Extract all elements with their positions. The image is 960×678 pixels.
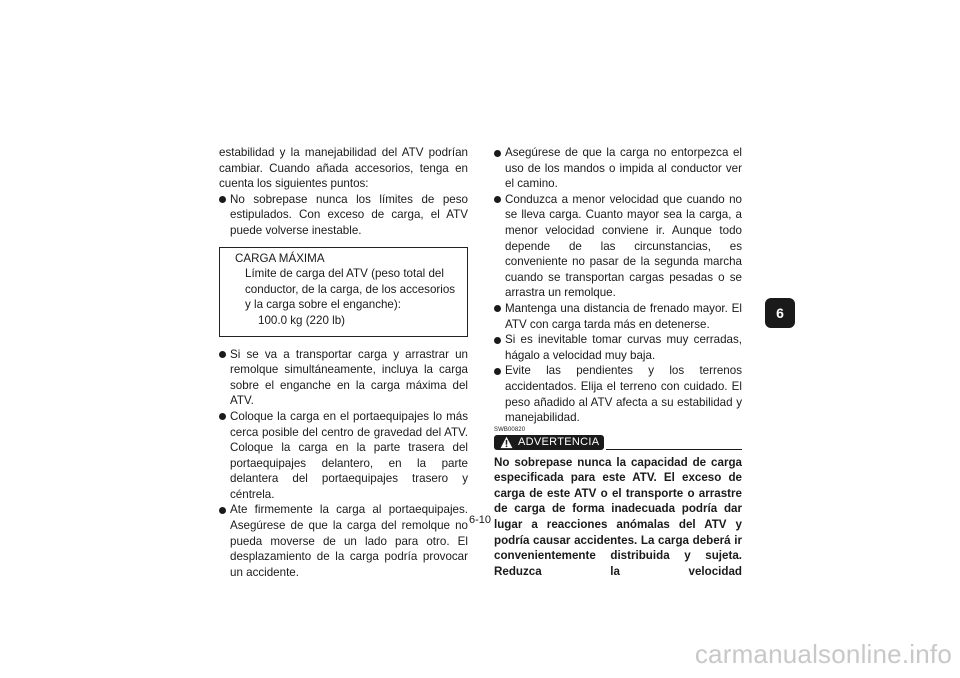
bullet-dot-icon (219, 507, 226, 514)
bullet-weight-limits (219, 192, 468, 239)
bullet-dot-icon (219, 413, 226, 420)
right-column (494, 145, 742, 591)
bullet-trailer-load (219, 347, 468, 409)
watermark: carmanualsonline.info (694, 639, 952, 669)
bullet-speed (494, 192, 742, 301)
page-number: 6-10 (468, 514, 492, 526)
bullet-slopes (494, 363, 742, 425)
warning-code: SWB00820 (494, 426, 526, 433)
warning-rule (606, 449, 742, 450)
bullet-text: Asegúrese de que la carga no entorpezca el uso de los mandos o impida al conductor ver el camino. (505, 146, 742, 191)
bullet-dot-icon (494, 305, 501, 312)
warning-text: No sobrepase nunca la capacidad de carga especificada para este ATV. El exceso de carga de este ATV o el transporte o arrastre de carga de forma inadecuada podría dar lugar a reacciones anómalas del ATV y podría causar accidentes. La carga deberá ir convenientemente distribuida y sujeta. Reduzca la velocidad (494, 455, 742, 578)
bullet-text: Si se va a transportar carga y arrastrar un remolque simultáneamente, incluya la carga sobre el enganche en la carga máxima del ATV. (230, 347, 468, 408)
bullet-text: Conduzca a menor velocidad que cuando no se lleva carga. Cuanto mayor sea la carga, a menor velocidad conviene ir. Aunque todo depende de las circunstancias, es conveniente no pasar de la segunda marcha cuando se transportan cargas pesadas o se arrastra un remolque. (505, 192, 742, 300)
max-load-title: CARGA MÁXIMA (235, 251, 325, 265)
intro-paragraph: estabilidad y la manejabilidad del ATV podrían cambiar. Cuando añada accesorios, tenga en cuenta los siguientes puntos: (219, 146, 468, 191)
max-load-value: 100.0 kg (220 lb) (258, 313, 346, 327)
warning-label: ADVERTENCIA (518, 435, 600, 448)
bullet-dot-icon (219, 196, 226, 203)
bullet-dot-icon (494, 337, 501, 344)
warning-header (494, 434, 742, 452)
bullet-text: Ate firmemente la carga al portaequipajes. Asegúrese de que la carga del remolque no pueda moverse de un lado para otro. El desplazamiento de la carga podría provocar un accidente. (230, 503, 468, 579)
chapter-tab: 6 (765, 298, 795, 328)
bullet-tie-down (219, 502, 468, 580)
bullet-text: No sobrepase nunca los límites de peso estipulados. Con exceso de carga, el ATV puede volverse inestable. (230, 192, 468, 237)
bullet-text: Evite las pendientes y los terrenos accidentados. Elija el terreno con cuidado. El peso añadido al ATV afecta a su estabilidad y manejabilidad. (505, 364, 742, 425)
bullet-text: Coloque la carga en el portaequipajes lo más cerca posible del centro de gravedad del ATV. Coloque la carga en la parte trasera del portaequipajes delantero, en la parte delantera del portaequipajes trasero y céntrela. (230, 409, 468, 501)
bullet-dot-icon (494, 368, 501, 375)
warning-badge (494, 435, 604, 450)
bullet-text: Si es inevitable tomar curvas muy cerradas, hágalo a velocidad muy baja. (505, 333, 742, 362)
warning-triangle-icon (500, 436, 513, 449)
bullet-controls (494, 145, 742, 192)
bullet-cargo-position (219, 409, 468, 503)
left-column (219, 145, 468, 580)
bullet-braking (494, 301, 742, 332)
max-load-description: Límite de carga del ATV (peso total del conductor, de la carga, de los accesorios y la carga sobre el enganche): (245, 267, 456, 312)
bullet-text: Mantenga una distancia de frenado mayor. El ATV con carga tarda más en detenerse. (505, 301, 742, 331)
bullet-dot-icon (494, 150, 501, 157)
bullet-dot-icon (219, 351, 226, 358)
bullet-dot-icon (494, 196, 501, 203)
max-load-box (219, 247, 468, 337)
bullet-curves (494, 332, 742, 363)
